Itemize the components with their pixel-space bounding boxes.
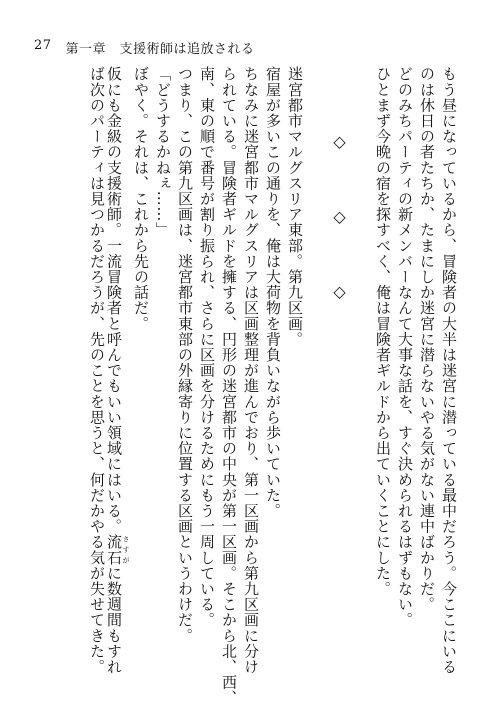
text-column-15: ぼやく。それは、これから先の話だ。 — [132, 66, 150, 332]
text-column-10: ちなみに迷宮都市マルグスリアは区画整理が進んでおり、第一区画から第九区画に分け — [242, 66, 260, 675]
ruby-reading: さすが — [122, 534, 130, 566]
text-column-13: つまり、この第九区画は、迷宮都市東部の外縁寄りに位置する区画というわけだ。 — [176, 66, 194, 644]
vertical-text-body — [40, 66, 460, 706]
text-column-16 — [105, 66, 130, 675]
text-column-4: ひとまず今晩の宿を探すべく、俺は冒険者ギルドから出ていくことにした。 — [374, 66, 392, 597]
running-header — [34, 38, 255, 57]
ruby-base: 流石 — [105, 534, 123, 566]
text-column-3: どのみちパーティの新メンバーなんて大事な話を、すぐ決められるはずもない。 — [396, 66, 414, 628]
ruby-word — [105, 534, 130, 566]
text-column-1: もう昼になっているから、冒険者の大半は迷宮に潜っている最中だろう。今ここにいる — [440, 66, 458, 675]
text-column-16-tail: に数週間もすれ — [105, 565, 123, 675]
text-column-16-main: 仮にも金級の支援術師。一流冒険者と呼んでもいい領域にはいる。 — [105, 66, 123, 534]
text-column-17: ば次のパーティは見つかるだろうが、先のことを思うと、何だかやる気が失せてきた。 — [88, 66, 106, 675]
blank-column — [306, 66, 328, 666]
page-number: 27 — [34, 38, 52, 53]
text-column-12: 南、東の順で番号が割り振られ、さらに区画を分けるためにもう一周している。 — [198, 66, 216, 628]
blank-column — [350, 66, 372, 666]
text-column-8: 迷宮都市マルグスリア東部。第九区画。 — [286, 66, 304, 347]
text-column-2: のは休日の者たちか、たまにしか迷宮に潜らないやる気がない連中ばかりだ。 — [418, 66, 436, 612]
section-break: ◇ ◇ ◇ — [330, 132, 349, 321]
text-column-14: 「どうするかねぇ……」 — [154, 66, 172, 238]
text-column-9: 宿屋が多いこの通りを、俺は大荷物を背負いながら歩いていた。 — [264, 66, 282, 519]
chapter-title: 第一章 支援術師は追放される — [65, 42, 255, 57]
text-column-11: られている。冒険者ギルドを擁する、円形の迷宮都市の中央が第一区画。そこから北、西、 — [220, 66, 238, 706]
